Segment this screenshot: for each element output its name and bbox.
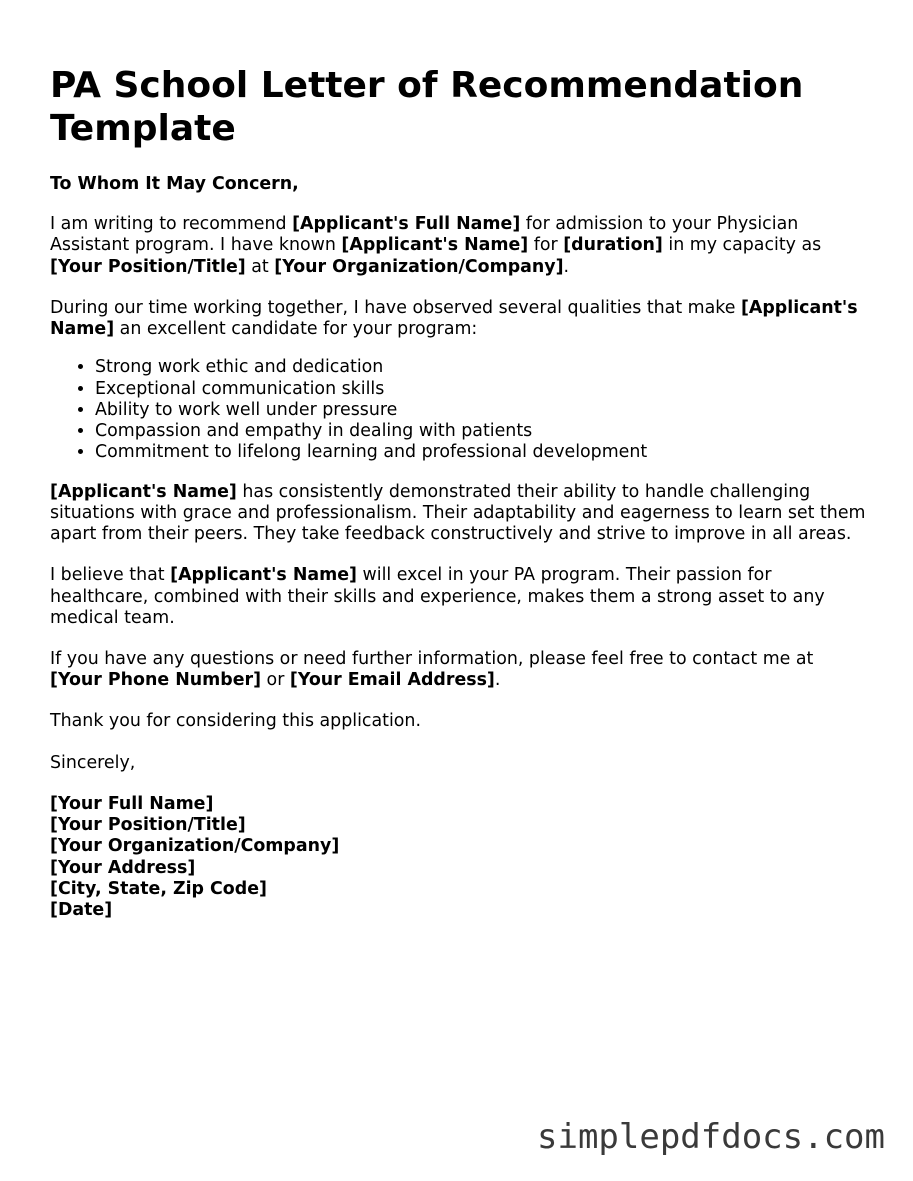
salutation: To Whom It May Concern, [50,174,299,194]
page-title: PA School Letter of Recommendation Template [50,65,804,149]
signature-block [50,794,870,922]
intro-text: . [563,256,570,277]
intro-text: at [245,256,275,277]
intro-text: in my capacity as [662,235,822,256]
thanks-line: Thank you for considering this application. [50,711,421,732]
list-item: • Strong work ethic and dedication [95,357,870,378]
placeholder-duration: [duration] [563,235,663,256]
signature-full-name: [Your Full Name] [50,793,214,814]
intro-paragraph [50,214,870,278]
qualities-intro-text: an excellent candidate for your program: [114,319,478,340]
closing-line: Sincerely, [50,752,136,773]
belief-text: I believe that [50,565,171,586]
placeholder-phone: [Your Phone Number] [50,670,262,691]
belief-text: will excel in your PA program. Their passion for healthcare, combined with their skills and experience, makes them a strong asset to any medical team. [50,565,825,628]
qualities-intro-text: During our time working together, I have observed several qualities that make [50,297,741,318]
demonstration-text: has consistently demonstrated their ability to handle challenging situations with grace and professionalism. Their adaptability and eagerness to learn set them apart from their peers. They take feedback constructively and strive to improve in all areas. [50,481,866,545]
contact-text: or [261,670,290,691]
placeholder-applicant-name: [Applicant's Name] [341,235,529,256]
signature-organization: [Your Organization/Company] [50,836,340,857]
belief-paragraph [50,565,870,629]
list-item: • Compassion and empathy in dealing with patients [95,421,870,442]
contact-text: If you have any questions or need further information, please feel free to contact me at [50,648,814,669]
placeholder-applicant-name: [Applicant's Name] [50,481,237,502]
intro-text: for [528,235,564,256]
list-item: • Exceptional communication skills [95,379,870,400]
qualities-intro-paragraph [50,298,870,340]
watermark-logo: simplepdfdocs.com [537,1117,885,1157]
contact-text: . [494,670,501,691]
placeholder-applicant-full-name: [Applicant's Full Name] [292,214,521,235]
contact-paragraph [50,649,870,691]
placeholder-applicant-name: [Applicant's Name] [50,297,858,340]
intro-text: I am writing to recommend [50,214,293,235]
placeholder-organization: [Your Organization/Company] [274,256,564,277]
demonstration-paragraph [50,482,870,546]
signature-date: [Date] [50,900,113,921]
list-item: • Commitment to lifelong learning and professional development [95,442,870,463]
signature-position: [Your Position/Title] [50,815,246,836]
qualities-list [50,357,870,463]
signature-city-state-zip: [City, State, Zip Code] [50,878,267,899]
signature-address: [Your Address] [50,857,196,878]
intro-text: for admission to your Physician Assistant program. I have known [50,214,799,256]
placeholder-applicant-name: [Applicant's Name] [170,565,357,586]
placeholder-email: [Your Email Address] [289,670,495,691]
placeholder-position: [Your Position/Title] [50,256,246,277]
letter-page [50,64,870,922]
list-item: • Ability to work well under pressure [95,400,870,421]
